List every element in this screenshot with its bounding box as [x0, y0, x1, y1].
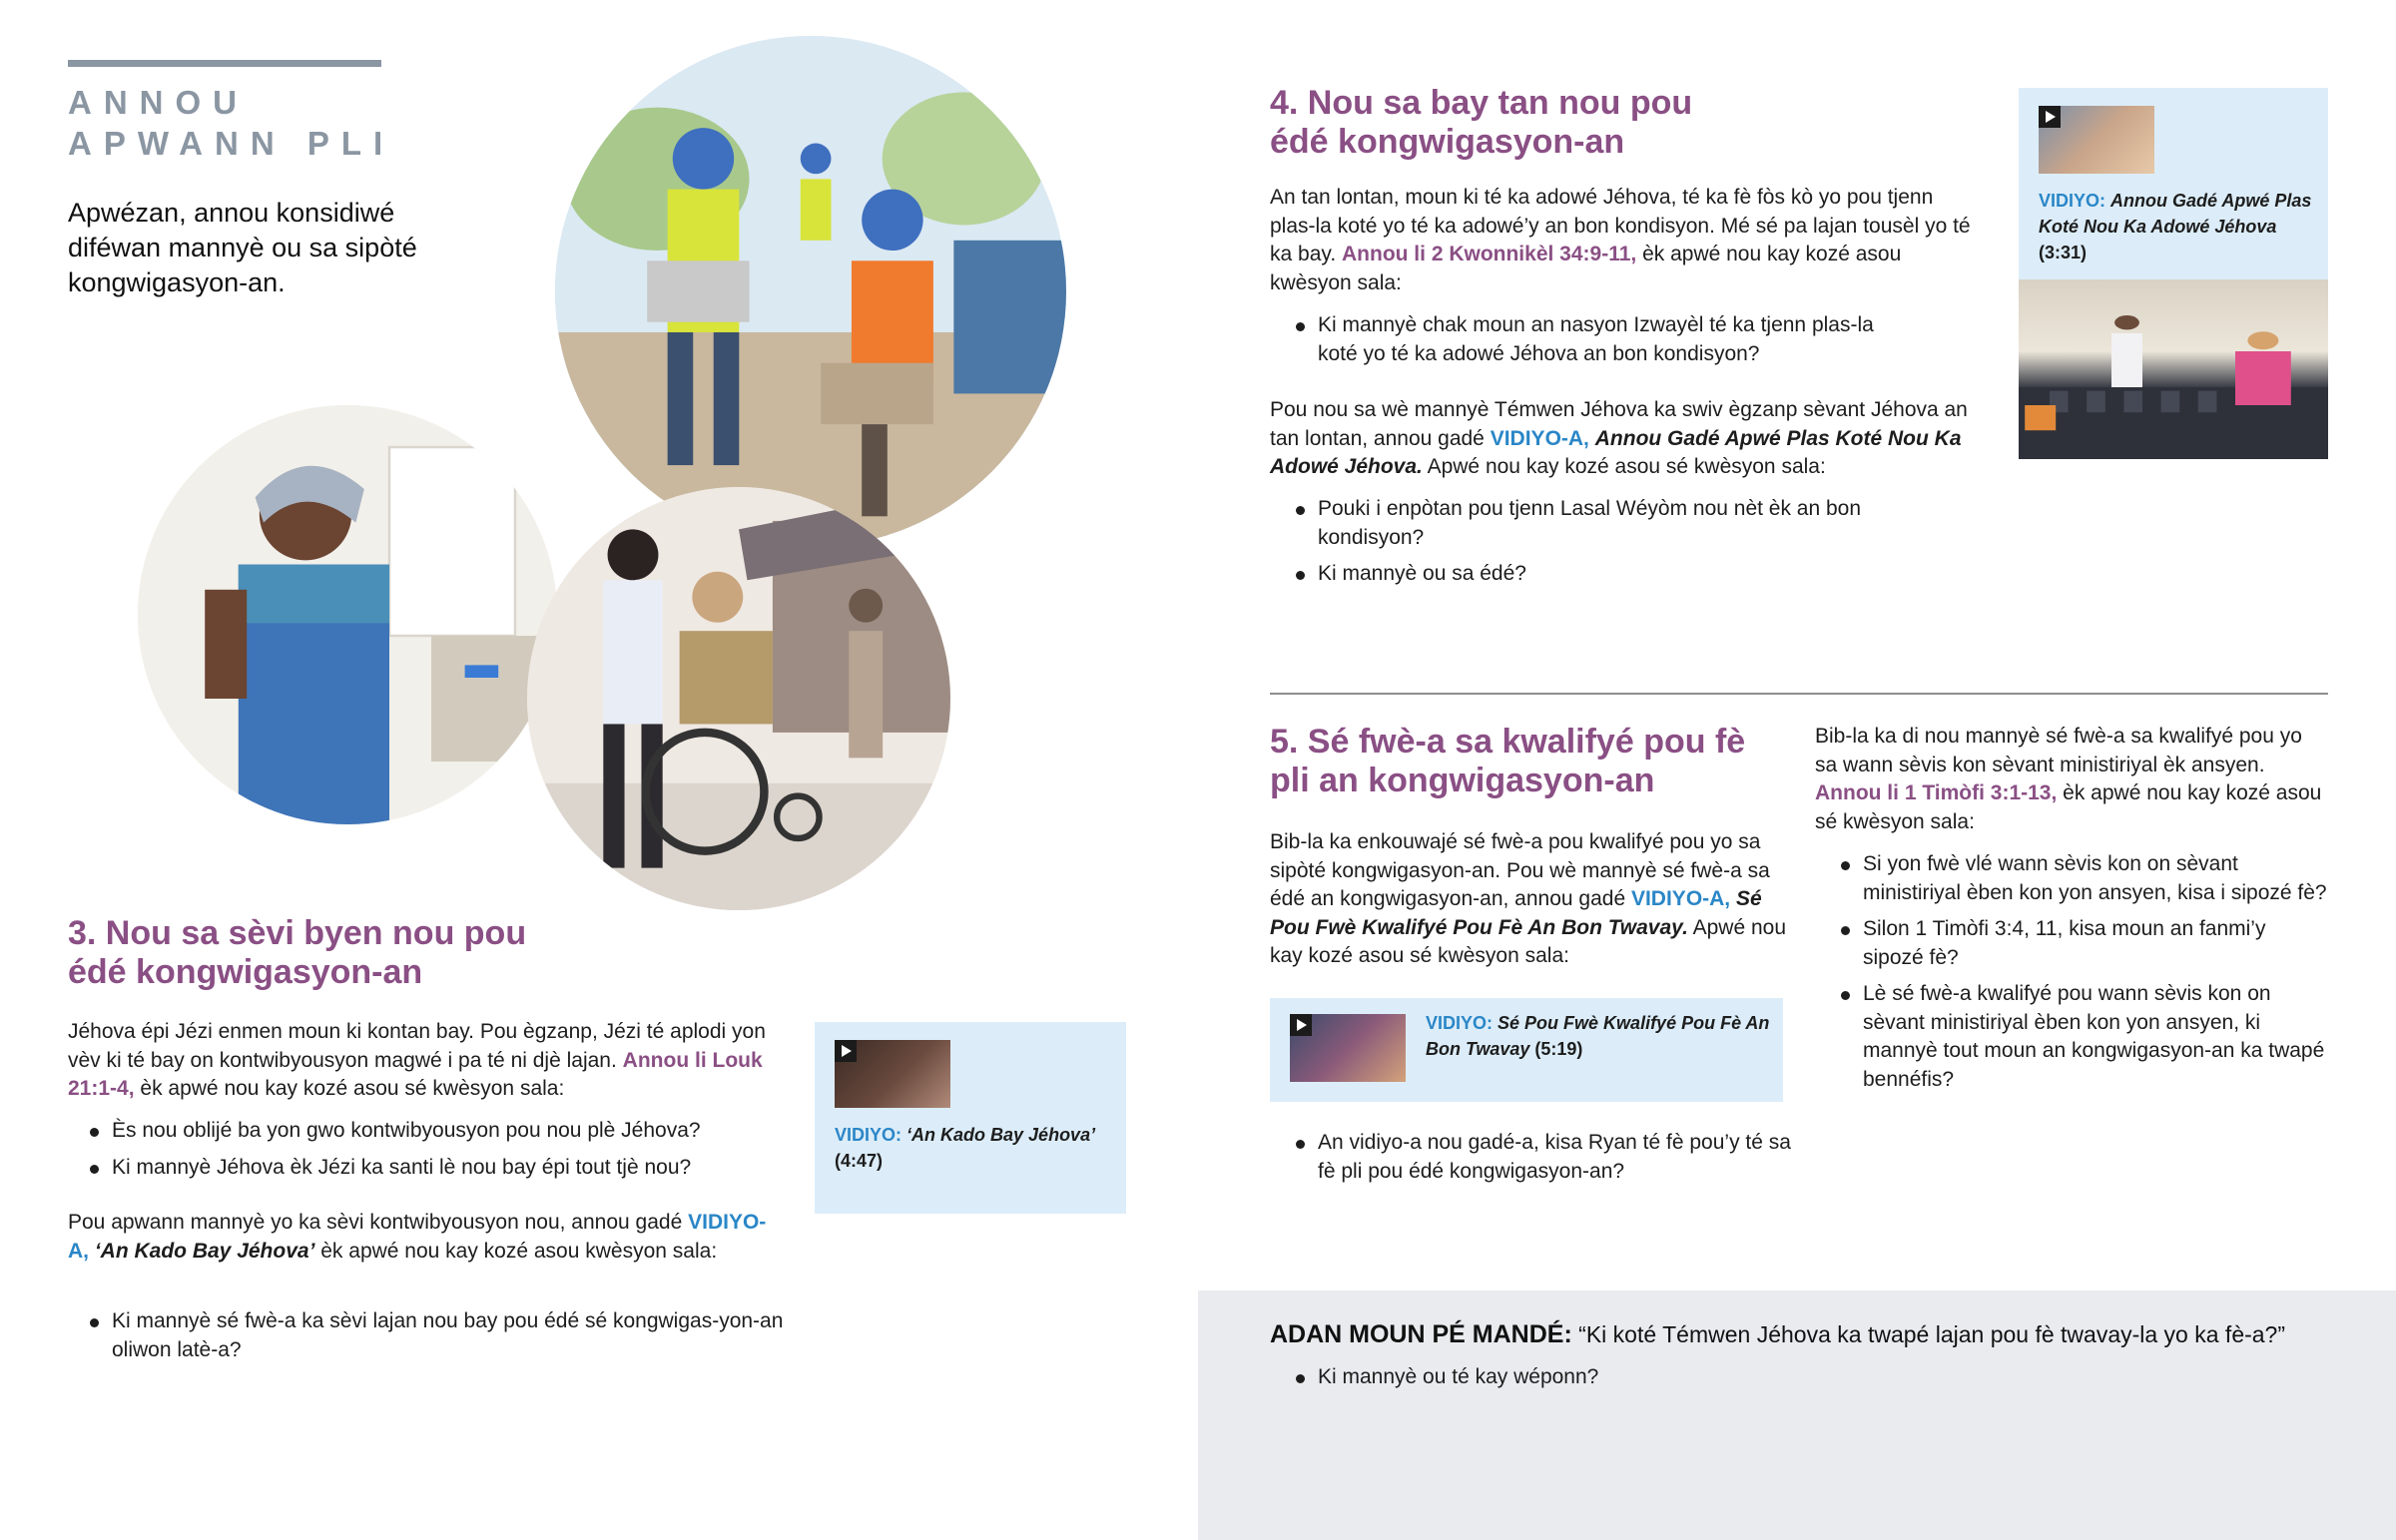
section-5-paragraph-1: [1270, 828, 1789, 971]
section-3-title-line-1: 3. Nou sa sèvi byen nou pou: [68, 914, 527, 952]
video-duration: (4:47): [835, 1151, 884, 1171]
someone-may-ask-quote: “Ki koté Témwen Jéhova ka twapé lajan pou fè twavay-la yo ka fè-a?”: [1578, 1321, 2286, 1347]
section-5-title-line-1: 5. Sé fwè-a sa kwalifyé pou fè: [1270, 723, 1746, 761]
section-3-video-box[interactable]: [815, 1022, 1126, 1214]
question-item: Ki mannyè ou sa édé?: [1294, 560, 1913, 589]
section-5-p2-text: Bib-la ka di nou mannyè sé fwè-a sa kwalifyé pou yo sa wann sèvis kon sèvant ministiriyal èk ansyen.: [1815, 725, 2302, 776]
section-3-title-line-2: édé kongwigasyon-an: [68, 953, 423, 991]
video-title: Annou Gadé Apwé Plas Koté Nou Ka Adowé Jéhova: [2039, 191, 2312, 237]
question-item: Silon 1 Timòfi 3:4, 11, kisa moun an fanmi’y sipozé fè?: [1839, 915, 2328, 972]
intro-text: Apwézan, annou konsidiwé diféwan mannyè ou sa sipòté kongwigasyon-an.: [68, 198, 417, 297]
question-item: Ki mannyè chak moun an nasyon Izwayèl té ka tjenn plas-la koté yo té ka adowé Jéhova an bon kondisyon?: [1294, 311, 1913, 368]
video-thumbnail[interactable]: [1290, 1014, 1406, 1082]
section-3-questions: [88, 1117, 787, 1190]
section-3-p1-after: èk apwé nou kay kozé asou sé kwèsyon sala:: [140, 1077, 565, 1100]
section-5-title: [1270, 723, 1745, 800]
section-5-questions-2: [1839, 850, 2328, 1102]
section-5-p1-after: Apwé nou kay kozé asou sé kwèsyon sala:: [1270, 915, 1786, 967]
section-4-title-line-1: 4. Nou sa bay tan nou pou: [1270, 84, 1693, 122]
question-item: Ki mannyè Jéhova èk Jézi ka santi lè nou bay épi tout tjè nou?: [88, 1154, 787, 1183]
section-4-questions: [1294, 311, 1913, 376]
section-5-p1-text: Bib-la ka enkouwajé sé fwè-a pou kwalifyé pou yo sa sipòté kongwigasyon-an. Pou wè mannyè sé fwè-a sa édé an kongwigasyon-an, annou gadé: [1270, 830, 1770, 910]
illustration-construction-workers: [555, 36, 1066, 547]
section-3-video-caption: [835, 1122, 1118, 1174]
section-5-video-box[interactable]: [1270, 998, 1783, 1102]
section-3-video-title: ‘An Kado Bay Jéhova’: [94, 1239, 315, 1263]
section-4-title-line-2: édé kongwigasyon-an: [1270, 123, 1625, 161]
video-label: VIDIYO:: [2039, 191, 2106, 211]
someone-may-ask-heading: ADAN MOUN PÉ MANDÉ:: [1270, 1320, 1572, 1348]
section-5-paragraph-2: [1815, 723, 2328, 836]
section-4-p1-text: An tan lontan, moun ki té ka adowé Jéhova, té ka fè fòs kò yo pou tjenn plas-la koté yo té ka adowé’y an bon kondisyon. Mé sé pa lajan tousèl yo té ka bay.: [1270, 186, 1971, 265]
video-label: VIDIYO:: [835, 1125, 902, 1145]
section-3-video-link[interactable]: VIDIYO-A,: [68, 1211, 767, 1263]
question-item: Lè sé fwè-a kwalifyé pou wann sèvis kon on sèvant ministiriyal èben kon yon ansyen, ki mannyè tout moun an kongwigasyon-an ka twapé bennéfis?: [1839, 980, 2328, 1094]
section-4-questions-2: [1294, 495, 1913, 597]
section-3-paragraph-2: [68, 1209, 787, 1266]
section-3-questions-2: [88, 1307, 787, 1372]
video-duration: (5:19): [1534, 1039, 1583, 1059]
section-4-title: [1270, 84, 1692, 162]
section-5-video-title: Sé Pou Fwè Kwalifyé Pou Fè An Bon Twavay.: [1270, 887, 1762, 939]
section-4-p2-after: Apwé nou kay kozé asou sé kwèsyon sala:: [1427, 455, 1826, 478]
section-4-video-box[interactable]: [2019, 88, 2328, 459]
section-5-video-caption: [1426, 1010, 1775, 1062]
section-4-paragraph-2: [1270, 396, 1979, 482]
someone-may-ask-question: [1270, 1319, 2285, 1349]
section-5-video-link[interactable]: VIDIYO-A,: [1630, 887, 1731, 910]
question-item: Ki mannyè sé fwè-a ka sèvi lajan nou bay pou édé sé kongwigas-yon-an oliwon latè-a?: [88, 1307, 787, 1364]
section-3-scripture-link[interactable]: Annou li Louk 21:1-4,: [68, 1048, 763, 1100]
question-item: Si yon fwè vlé wann sèvis kon on sèvant ministiriyal èben kon yon ansyen, kisa i sipozé fè?: [1839, 850, 2328, 907]
section-3-p2-after: èk apwé nou kay kozé asou kwèsyon sala:: [320, 1239, 718, 1263]
play-icon[interactable]: [1290, 1014, 1312, 1036]
section-divider: [1270, 693, 2328, 695]
video-thumbnail[interactable]: [835, 1040, 950, 1108]
section-3-p1-text: Jéhova épi Jézi enmen moun ki kontan bay. Pou ègzanp, Jézi té aplodi yon vèv ki té bay on kontwibyousyon magwé i pa té ni djè lajan.: [68, 1020, 766, 1072]
kingdom-hall-cleaning-photo: [2019, 279, 2328, 459]
section-5-title-line-2: pli an kongwigasyon-an: [1270, 762, 1655, 799]
header-rule: [68, 60, 381, 67]
question-item: Ès nou oblijé ba yon gwo kontwibyousyon pou nou plè Jéhova?: [88, 1117, 787, 1146]
illustration-woman-donation: [138, 405, 557, 824]
section-5-scripture-link[interactable]: Annou li 1 Timòfi 3:1-13,: [1815, 781, 2058, 804]
video-title: Sé Pou Fwè Kwalifyé Pou Fè An Bon Twavay: [1426, 1013, 1770, 1059]
play-icon[interactable]: [2039, 106, 2061, 128]
section-4-scripture-link[interactable]: Annou li 2 Kwonnikèl 34:9-11,: [1342, 243, 1637, 265]
section-4-video-caption: [2039, 188, 2318, 265]
kicker-line-1: ANNOU: [68, 84, 249, 121]
section-5-questions: [1294, 1129, 1793, 1194]
kicker-line-2: APWANN PLI: [68, 125, 395, 162]
video-label: VIDIYO:: [1426, 1013, 1494, 1033]
section-4-p1-after: èk apwé nou kay kozé asou kwèsyon sala:: [1270, 243, 1902, 294]
question-item: Ki mannyè ou té kay wéponn?: [1294, 1363, 2192, 1392]
section-3-paragraph-1: [68, 1018, 787, 1104]
section-4-video-link[interactable]: VIDIYO-A,: [1490, 426, 1589, 450]
question-item: An vidiyo-a nou gadé-a, kisa Ryan té fè pou’y té sa fè pli pou édé kongwigasyon-an?: [1294, 1129, 1793, 1186]
illustration-men-with-wheelchair: [527, 487, 950, 910]
video-duration: (3:31): [2039, 243, 2088, 262]
video-thumbnail[interactable]: [2039, 106, 2154, 174]
play-icon[interactable]: [835, 1040, 857, 1062]
section-3-p2-text: Pou apwann mannyè yo ka sèvi kontwibyousyon nou, annou gadé: [68, 1211, 683, 1234]
question-item: Pouki i enpòtan pou tjenn Lasal Wéyòm nou nèt èk an bon kondisyon?: [1294, 495, 1913, 552]
video-title: ‘An Kado Bay Jéhova’: [906, 1125, 1096, 1145]
section-kicker: [68, 82, 394, 164]
section-4-p2-text: Pou nou sa wè mannyè Témwen Jéhova ka swiv ègzanp sèvant Jéhova an tan lontan, annou gadé: [1270, 398, 1968, 450]
section-4-paragraph-1: [1270, 184, 1979, 297]
section-4-video-title: Annou Gadé Apwé Plas Koté Nou Ka Adowé Jéhova.: [1270, 426, 1962, 478]
someone-may-ask-bullets: [1294, 1363, 2192, 1400]
section-5-p2-after: èk apwé nou kay kozé asou sé kwèsyon sala:: [1815, 781, 2322, 833]
section-3-title: [68, 914, 526, 992]
